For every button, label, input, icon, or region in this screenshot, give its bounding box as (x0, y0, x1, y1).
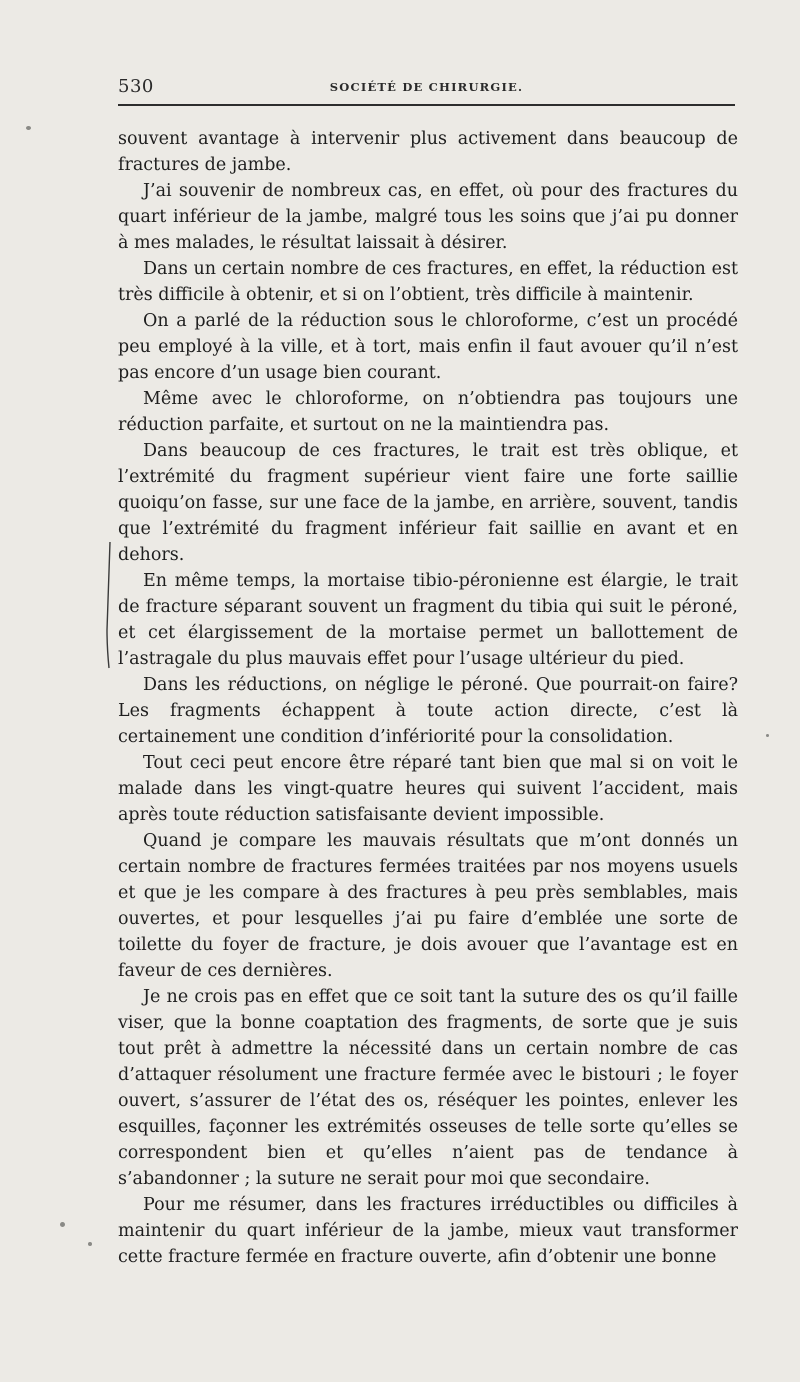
page-number: 530 (118, 76, 154, 97)
paragraph: J’ai souvenir de nombreux cas, en effet, où pour des fractures du quart inférieur de la jambe, malgré tous les soins que j’ai pu donner à mes malades, le résultat laissait à désirer. (118, 181, 738, 253)
paragraph: Quand je compare les mauvais résultats que m’ont donnés un certain nombre de fractures fermées traitées par nos moyens usuels et que je les compare à des fractures à peu près semblables, mais ouvertes, et pour lesquelles j’ai pu faire d’emblée une sorte de toilette du foyer de fracture, je dois avouer que l’avantage est en faveur de ces dernières. (118, 831, 738, 981)
paper-speck (60, 1222, 65, 1227)
paragraph: Pour me résumer, dans les fractures irréductibles ou difficiles à maintenir du quart inférieur de la jambe, mieux vaut transformer cette fracture fermée en fracture ouverte, afin d’obtenir une bonne (118, 1195, 738, 1267)
paragraph: Dans un certain nombre de ces fractures, en effet, la réduction est très difficile à obtenir, et si on l’obtient, très difficile à maintenir. (118, 259, 738, 305)
paper-speck (766, 734, 769, 737)
paragraph: Tout ceci peut encore être réparé tant bien que mal si on voit le malade dans les vingt-quatre heures qui suivent l’accident, mais après toute réduction satisfaisante devient impossible. (118, 753, 738, 825)
paper-speck (88, 1242, 92, 1246)
header-rule (118, 104, 735, 106)
running-title: SOCIÉTÉ DE CHIRURGIE. (329, 80, 524, 94)
body-text (118, 126, 738, 1270)
margin-annotation-line (104, 540, 114, 670)
paragraph: On a parlé de la réduction sous le chloroforme, c’est un procédé peu employé à la ville, et à tort, mais enfin il faut avouer qu’il n’est pas encore d’un usage bien courant. (118, 311, 738, 383)
paragraph: Dans les réductions, on néglige le péroné. Que pourrait-on faire? Les fragments échappent à toute action directe, c’est là certainement une condition d’infériorité pour la consolidation. (118, 675, 738, 747)
paragraph: Dans beaucoup de ces fractures, le trait est très oblique, et l’extrémité du fragment supérieur vient faire une forte saillie quoiqu’on fasse, sur une face de la jambe, en arrière, souvent, tandis que l’extrémité du fragment inférieur fait saillie en avant et en dehors. (118, 441, 738, 565)
paragraph: Je ne crois pas en effet que ce soit tant la suture des os qu’il faille viser, que la bonne coaptation des fragments, de sorte que je suis tout prêt à admettre la nécessité dans un certain nombre de cas d’attaquer résolument une fracture fermée avec le bistouri ; le foyer ouvert, s’assurer de l’état des os, réséquer les pointes, enlever les esquilles, façonner les extrémités osseuses de telle sorte qu’elles se correspondent bien et qu’elles n’aient pas de tendance à s’abandonner ; la suture ne serait pour moi que secondaire. (118, 987, 738, 1189)
paragraph: En même temps, la mortaise tibio-péronienne est élargie, le trait de fracture séparant souvent un fragment du tibia qui suit le péroné, et cet élargissement de la mortaise permet un ballottement de l’astragale du plus mauvais effet pour l’usage ultérieur du pied. (118, 571, 738, 669)
page-header (118, 76, 735, 100)
paper-speck (26, 126, 31, 130)
paragraph: Même avec le chloroforme, on n’obtiendra pas toujours une réduction parfaite, et surtout on ne la maintiendra pas. (118, 389, 738, 435)
paragraph-continuation: souvent avantage à intervenir plus activement dans beaucoup de fractures de jambe. (118, 129, 738, 175)
